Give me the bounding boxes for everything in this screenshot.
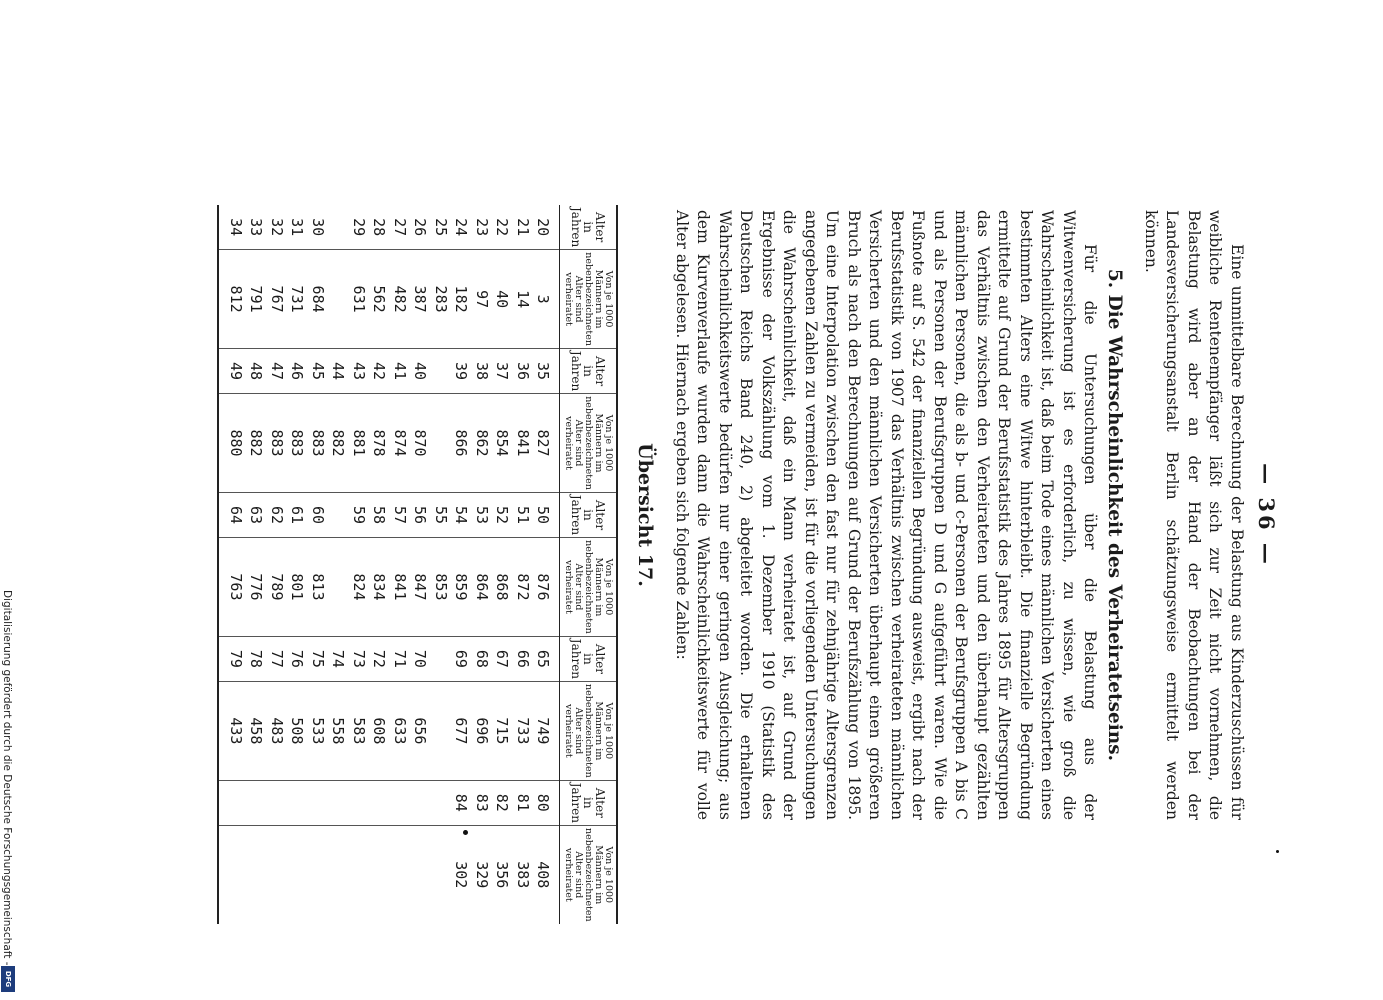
age-cell: 77 (267, 636, 288, 681)
value-cell (267, 825, 288, 923)
value-cell: 558 (328, 682, 349, 781)
age-cell: 79 (219, 636, 247, 681)
age-cell: 73 (349, 636, 370, 681)
age-cell: 60 (308, 492, 329, 537)
age-cell: 51 (513, 492, 534, 537)
value-cell (390, 825, 411, 923)
value-cell (246, 825, 267, 923)
value-cell: 731 (287, 250, 308, 349)
value-cell: 329 (472, 825, 493, 923)
value-cell: 508 (287, 682, 308, 781)
left-margin (0, 0, 26, 1000)
value-cell (431, 682, 452, 781)
value-cell: 733 (513, 682, 534, 781)
value-cell: 881 (349, 394, 370, 493)
age-cell: 42 (369, 348, 390, 393)
value-cell: 882 (328, 394, 349, 493)
value-cell: 182 (451, 250, 472, 349)
value-cell: 356 (492, 825, 513, 923)
age-cell: 61 (287, 492, 308, 537)
table-title: Übersicht 17. (634, 443, 657, 587)
age-cell: 33 (247, 218, 266, 237)
value-cell: 847 (410, 538, 431, 637)
age-cell: 48 (246, 348, 267, 393)
age-cell: 83 (472, 780, 493, 825)
digitization-credit: Digitalisierung gefördert durch die Deutsche Forschungsgemeinschaft - (1, 590, 13, 966)
age-cell: 55 (431, 492, 452, 537)
value-cell: 824 (349, 538, 370, 637)
table-row (246, 205, 267, 924)
header-value: Von je 1000 Männern im nebenbezeichneten Alter sind verheiratet (560, 394, 618, 493)
value-cell: 383 (513, 825, 534, 923)
age-cell: 69 (451, 636, 472, 681)
age-cell: 30 (308, 218, 327, 237)
age-cell: 65 (533, 636, 560, 681)
value-cell: 458 (246, 682, 267, 781)
age-cell: 53 (472, 492, 493, 537)
header-age: Alter in Jahren (560, 636, 618, 681)
value-cell: 283 (431, 250, 452, 349)
section-title: 5. Die Wahrscheinlichkeit des Verheiratetseins. (1104, 268, 1126, 762)
scanned-page (193, 205, 1283, 922)
age-cell: 22 (493, 218, 512, 237)
table-row (308, 205, 329, 924)
age-cell: 49 (219, 348, 247, 393)
value-cell: 656 (410, 682, 431, 781)
header-value: Von je 1000 Männern im nebenbezeichneten Alter sind verheiratet (560, 250, 618, 349)
value-cell (308, 825, 329, 923)
age-cell: 75 (308, 636, 329, 681)
age-cell: 50 (533, 492, 560, 537)
value-cell: 841 (390, 538, 411, 637)
age-cell: 52 (492, 492, 513, 537)
value-cell: 483 (267, 682, 288, 781)
value-cell (431, 394, 452, 493)
header-age: Alter in Jahren (560, 348, 618, 393)
age-cell (410, 780, 431, 825)
age-cell (390, 780, 411, 825)
age-cell: 23 (472, 218, 491, 237)
value-cell: 883 (287, 394, 308, 493)
age-cell (328, 492, 349, 537)
age-cell: 84 (451, 780, 472, 825)
table-row (349, 205, 370, 924)
value-cell (328, 250, 349, 349)
value-cell: 387 (410, 250, 431, 349)
age-cell: 32 (267, 218, 286, 237)
age-cell: 44 (328, 348, 349, 393)
table-row (369, 205, 390, 924)
value-cell: 14 (513, 250, 534, 349)
table-row (492, 205, 513, 924)
value-cell (369, 825, 390, 923)
age-cell: 64 (219, 492, 247, 537)
age-cell: 39 (451, 348, 472, 393)
age-cell: 81 (513, 780, 534, 825)
value-cell: 677 (451, 682, 472, 781)
age-cell: 25 (431, 218, 450, 237)
dfg-logo-icon (1, 966, 15, 992)
table-row (431, 205, 452, 924)
value-cell: 40 (492, 250, 513, 349)
value-cell: 608 (369, 682, 390, 781)
value-cell: 408 (533, 825, 560, 923)
value-cell: 631 (349, 250, 370, 349)
value-cell: 633 (390, 682, 411, 781)
age-cell (328, 205, 349, 250)
value-cell: 696 (472, 682, 493, 781)
age-cell: 78 (246, 636, 267, 681)
value-cell: 874 (390, 394, 411, 493)
value-cell (328, 538, 349, 637)
marriage-probability-table (218, 205, 619, 924)
age-cell: 29 (349, 218, 368, 237)
age-cell: 57 (390, 492, 411, 537)
age-cell: 56 (410, 492, 431, 537)
header-value: Von je 1000 Männern im nebenbezeichneten Alter sind verheiratet (560, 682, 618, 781)
table-row (219, 205, 247, 924)
age-cell: 58 (369, 492, 390, 537)
table-row (472, 205, 493, 924)
value-cell: 853 (431, 538, 452, 637)
value-cell: 859 (451, 538, 472, 637)
value-cell: 482 (390, 250, 411, 349)
age-cell: 37 (492, 348, 513, 393)
age-cell: 54 (451, 492, 472, 537)
age-cell (246, 780, 267, 825)
header-value: Von je 1000 Männern im nebenbezeichneten Alter sind verheiratet (560, 825, 618, 923)
value-cell: 882 (246, 394, 267, 493)
age-cell: 35 (533, 348, 560, 393)
age-cell: 21 (513, 218, 532, 237)
age-cell: 62 (267, 492, 288, 537)
age-cell: 34 (226, 218, 245, 237)
value-cell (328, 825, 349, 923)
value-cell: 767 (267, 250, 288, 349)
page-number: — 36 — (1254, 463, 1279, 567)
age-cell (328, 780, 349, 825)
value-cell: 878 (369, 394, 390, 493)
age-cell: 76 (287, 636, 308, 681)
age-cell: 74 (328, 636, 349, 681)
table-row (328, 205, 349, 924)
age-cell: 38 (472, 348, 493, 393)
value-cell: 791 (246, 250, 267, 349)
age-cell (349, 780, 370, 825)
age-cell: 71 (390, 636, 411, 681)
age-cell: 27 (390, 218, 409, 237)
value-cell: 864 (472, 538, 493, 637)
age-cell: 20 (534, 218, 553, 237)
age-cell (308, 780, 329, 825)
header-age: Alter in Jahren (560, 780, 618, 825)
value-cell (349, 825, 370, 923)
age-cell: 45 (308, 348, 329, 393)
value-cell: 870 (410, 394, 431, 493)
value-cell: 866 (451, 394, 472, 493)
age-cell: 47 (267, 348, 288, 393)
value-cell (431, 825, 452, 923)
header-age: Alter in Jahren (560, 492, 618, 537)
value-cell: 812 (219, 250, 247, 349)
age-cell: 24 (452, 218, 471, 237)
age-cell: 68 (472, 636, 493, 681)
table-row (390, 205, 411, 924)
value-cell (219, 825, 247, 923)
table-header-row (560, 205, 618, 924)
age-cell: 40 (410, 348, 431, 393)
age-cell: 26 (411, 218, 430, 237)
age-cell (287, 780, 308, 825)
age-cell: 59 (349, 492, 370, 537)
table-row (513, 205, 534, 924)
age-cell (219, 780, 247, 825)
value-cell: 883 (267, 394, 288, 493)
value-cell: 562 (369, 250, 390, 349)
age-cell: 43 (349, 348, 370, 393)
table-row (533, 205, 560, 924)
table-row (267, 205, 288, 924)
value-cell: 97 (472, 250, 493, 349)
value-cell: 801 (287, 538, 308, 637)
age-cell: 80 (533, 780, 560, 825)
value-cell: 862 (472, 394, 493, 493)
value-cell: 302 (451, 825, 472, 923)
value-cell (410, 825, 431, 923)
value-cell: 715 (492, 682, 513, 781)
age-cell: 82 (492, 780, 513, 825)
value-cell: 763 (219, 538, 247, 637)
age-cell (267, 780, 288, 825)
value-cell: 827 (533, 394, 560, 493)
value-cell: 789 (267, 538, 288, 637)
intro-paragraph: Eine unmittelbare Berechnung der Belastung aus Kinderzuschüssen für weibliche Rentenempfänger läßt sich zur Zeit nicht vornehmen, die Belastung wird aber an der Hand der Beobachtungen bei der Landesversicherungsanstalt Berlin schätzungsweise ermittelt werden können. (1142, 210, 1246, 820)
value-cell: 776 (246, 538, 267, 637)
age-cell: 31 (288, 218, 307, 237)
table-row (287, 205, 308, 924)
age-cell (431, 348, 452, 393)
value-cell (287, 825, 308, 923)
value-cell: 872 (513, 538, 534, 637)
age-cell: 67 (492, 636, 513, 681)
age-cell (431, 780, 452, 825)
value-cell: 841 (513, 394, 534, 493)
age-cell (431, 636, 452, 681)
table-row (451, 205, 472, 924)
age-cell (369, 780, 390, 825)
age-cell: 72 (369, 636, 390, 681)
value-cell: 813 (308, 538, 329, 637)
value-cell: 684 (308, 250, 329, 349)
age-cell: 66 (513, 636, 534, 681)
header-value: Von je 1000 Männern im nebenbezeichneten Alter sind verheiratet (560, 538, 618, 637)
age-cell: 36 (513, 348, 534, 393)
value-cell: 854 (492, 394, 513, 493)
scan-speck (1276, 850, 1279, 853)
value-cell: 749 (533, 682, 560, 781)
age-cell: 70 (410, 636, 431, 681)
value-cell: 533 (308, 682, 329, 781)
value-cell: 834 (369, 538, 390, 637)
value-cell: 3 (533, 250, 560, 349)
value-cell: 433 (219, 682, 247, 781)
value-cell: 868 (492, 538, 513, 637)
age-cell: 41 (390, 348, 411, 393)
value-cell: 883 (308, 394, 329, 493)
table-body (219, 205, 561, 924)
table-row (410, 205, 431, 924)
age-cell: 28 (370, 218, 389, 237)
age-cell: 63 (246, 492, 267, 537)
value-cell: 876 (533, 538, 560, 637)
section-paragraph: Für die Untersuchungen über die Belastung aus der Witwenversicherung ist es erforderlich, zu wissen, wie groß die Wahrscheinlichkeit ist, daß beim Tode eines männlichen Versicherten eines bestimmten Alters eine Witwe hinterbleibt. Die finanzielle Begründung ermittelte auf Grund der Berufsstatistik des Jahres 1895 für Altersgruppen das Verhältnis zwischen den Verheirateten und den überhaupt gezählten männlichen Personen, die als b- und c-Personen der Berufsgruppen A bis C und als Personen der Berufsgruppen D und G aufgeführt waren. Wie die Fußnote auf S. 542 der finanziellen Begründung ausweist, ergibt nach der Berufsstatistik von 1907 das Verhältnis zwischen verheirateten männlichen Versicherten und den männlichen Versicherten überhaupt einen größeren Bruch als nach den Berechnungen auf Grund der Berufszählung von 1895. Um eine Interpolation zwischen den fast nur für zehnjährige Altersgrenzen angegebenen Zahlen zu vermeiden, ist für die vorliegenden Untersuchungen die Wahrscheinlichkeit, daß ein Mann verheiratet ist, auf Grund der Ergebnisse der Volkszählung vom 1. Dezember 1910 (Statistik des Deutschen Reichs Band 240, 2) abgeleitet worden. Die erhaltenen Wahrscheinlichkeitswerte bedürfen nur einer geringen Ausgleichung; aus dem Kurvenverlaufe wurden dann die Wahrscheinlichkeitswerte für volle Alter abgelesen. Hiernach ergeben sich folgende Zahlen: (673, 210, 1100, 820)
value-cell: 880 (219, 394, 247, 493)
age-cell: 46 (287, 348, 308, 393)
header-age: Alter in Jahren (560, 205, 618, 250)
value-cell: 583 (349, 682, 370, 781)
dfg-logo-text: DFG (4, 970, 12, 988)
